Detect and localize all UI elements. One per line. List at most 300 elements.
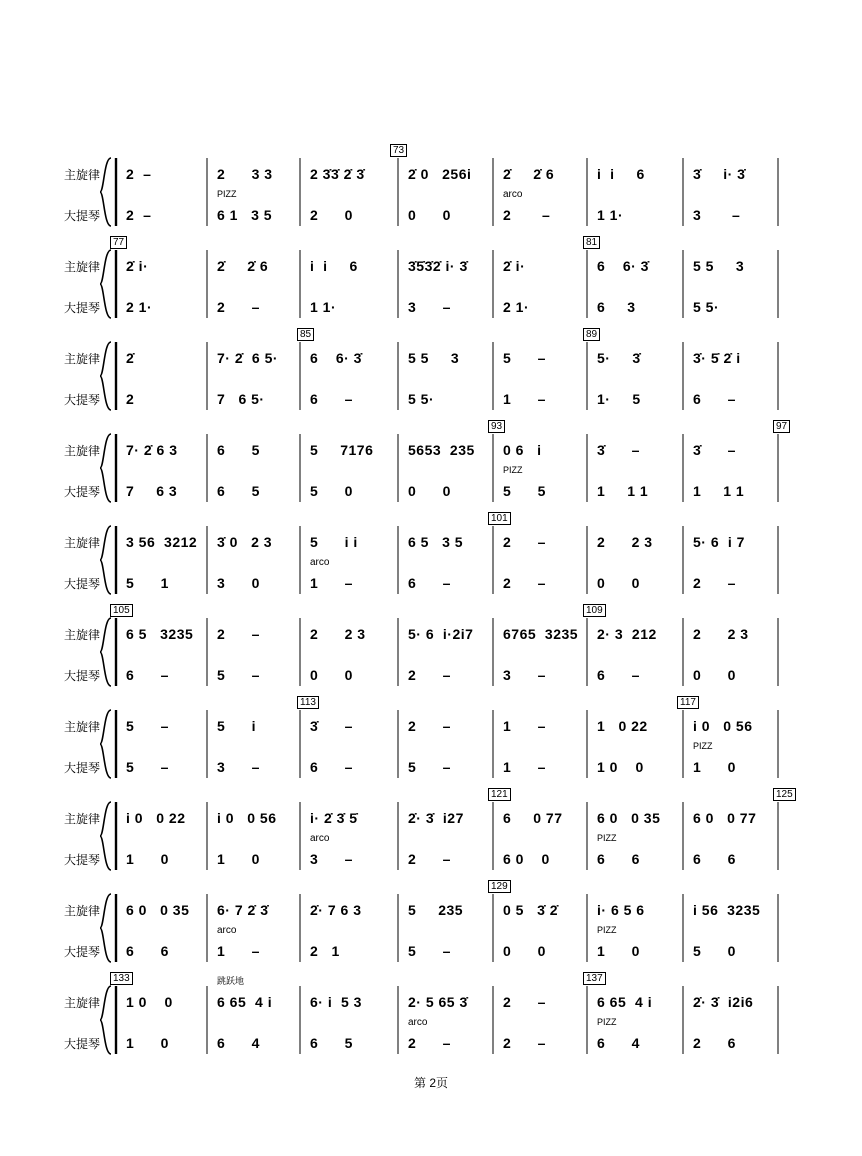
measure-number: 73 bbox=[390, 144, 407, 157]
bass-notes: 1 – bbox=[503, 759, 546, 775]
melody-measure bbox=[126, 714, 203, 734]
bass-notes: 3 – bbox=[693, 207, 741, 223]
part-label-melody: 主旋律 bbox=[64, 720, 101, 734]
melody-measure bbox=[408, 254, 489, 274]
measure-number: 125 bbox=[773, 788, 796, 801]
bass-measure bbox=[408, 663, 489, 683]
melody-measure bbox=[693, 898, 774, 918]
bass-measure bbox=[597, 847, 679, 867]
melody-notes: 2 3 3 bbox=[217, 166, 273, 182]
bass-measure bbox=[126, 203, 203, 223]
measure-number: 137 bbox=[583, 972, 606, 985]
measure-number: 109 bbox=[583, 604, 606, 617]
melody-notes: 2̇· 3̇ i2i6 bbox=[693, 994, 754, 1010]
melody-notes: 5 5 3 bbox=[693, 258, 745, 274]
measure-number: 93 bbox=[488, 420, 505, 433]
melody-notes: 6 5 3235 bbox=[126, 626, 194, 642]
bass-notes: 6 6 bbox=[693, 851, 736, 867]
bass-notes: 6 3 bbox=[597, 299, 636, 315]
bass-notes: 6 1 3 5 bbox=[217, 207, 273, 223]
bass-notes: 6 6 bbox=[597, 851, 640, 867]
bass-measure bbox=[217, 939, 296, 959]
part-label-melody: 主旋律 bbox=[64, 904, 101, 918]
bass-notes: 1 1 1 bbox=[693, 483, 745, 499]
bass-notes: 5 – bbox=[126, 759, 169, 775]
bass-notes: 1 0 bbox=[693, 759, 736, 775]
melody-notes: i i 6 bbox=[597, 166, 645, 182]
melody-notes: i 56 3235 bbox=[693, 902, 761, 918]
bass-measure bbox=[217, 571, 296, 591]
bass-notes: 5 – bbox=[217, 667, 260, 683]
melody-notes: 6 0 0 35 bbox=[126, 902, 190, 918]
melody-measure bbox=[597, 898, 679, 918]
performance-annotation: 跳跃地 bbox=[217, 976, 245, 986]
melody-measure bbox=[693, 438, 774, 458]
system-brace bbox=[100, 618, 111, 686]
bass-measure bbox=[310, 847, 394, 867]
bass-notes: 3 – bbox=[408, 299, 451, 315]
bass-measure bbox=[408, 203, 489, 223]
bass-measure bbox=[693, 571, 774, 591]
bass-measure bbox=[310, 1031, 394, 1051]
melody-notes: 3̇ – bbox=[597, 442, 640, 458]
bass-notes: 2 1· bbox=[503, 299, 530, 315]
melody-notes: 3̇ i· 3̇ bbox=[693, 166, 746, 182]
bass-notes: 6 4 bbox=[597, 1035, 640, 1051]
melody-notes: 5 – bbox=[126, 718, 169, 734]
melody-measure bbox=[503, 990, 583, 1010]
part-label-bass: 大提琴 bbox=[64, 1037, 101, 1051]
measure-number: 81 bbox=[583, 236, 600, 249]
melody-measure bbox=[693, 530, 774, 550]
melody-notes: 2 2 3 bbox=[693, 626, 749, 642]
melody-measure bbox=[126, 254, 203, 274]
melody-measure bbox=[310, 898, 394, 918]
melody-notes: 6 6· 3̇ bbox=[597, 258, 649, 274]
melody-notes: 1 0 22 bbox=[597, 718, 648, 734]
system-brace bbox=[100, 526, 111, 594]
melody-measure bbox=[217, 530, 296, 550]
bass-notes: 5 – bbox=[408, 759, 451, 775]
bass-measure bbox=[408, 295, 489, 315]
bass-notes: 6 – bbox=[126, 667, 169, 683]
bass-measure bbox=[126, 755, 203, 775]
melody-measure bbox=[693, 714, 774, 734]
melody-measure bbox=[310, 530, 394, 550]
melody-measure bbox=[408, 714, 489, 734]
bass-notes: 5 1 bbox=[126, 575, 169, 591]
bass-measure bbox=[126, 387, 203, 407]
bass-measure bbox=[693, 847, 774, 867]
measure-number: 133 bbox=[110, 972, 133, 985]
performance-annotation: PIZZ bbox=[693, 741, 713, 751]
system-brace bbox=[100, 342, 111, 410]
bass-measure bbox=[503, 387, 583, 407]
bass-measure bbox=[217, 295, 296, 315]
melody-notes: 2 – bbox=[126, 166, 152, 182]
melody-measure bbox=[597, 714, 679, 734]
performance-annotation: PIZZ bbox=[597, 1017, 617, 1027]
melody-notes: 2̇ 0 256i bbox=[408, 166, 472, 182]
bass-measure bbox=[126, 939, 203, 959]
bass-notes: 6 5 bbox=[217, 483, 260, 499]
system-brace bbox=[100, 894, 111, 962]
bass-measure bbox=[408, 387, 489, 407]
melody-measure bbox=[503, 622, 583, 642]
melody-notes: 3̇ 0 2 3 bbox=[217, 534, 273, 550]
melody-notes: 2̇· 7 6 3 bbox=[310, 902, 362, 918]
bass-measure bbox=[503, 203, 583, 223]
bass-measure bbox=[503, 295, 583, 315]
melody-notes: 2· 5 65 3̇ bbox=[408, 994, 468, 1010]
bass-notes: 2 – bbox=[217, 299, 260, 315]
bass-measure bbox=[597, 1031, 679, 1051]
bass-measure bbox=[126, 847, 203, 867]
melody-measure bbox=[408, 530, 489, 550]
melody-notes: 2̇ i· bbox=[126, 258, 149, 274]
bass-measure bbox=[217, 479, 296, 499]
melody-notes: 5· 6 i 7 bbox=[693, 534, 745, 550]
melody-notes: 2 2 3 bbox=[597, 534, 653, 550]
bass-notes: 0 0 bbox=[408, 207, 451, 223]
melody-notes: 6765 3235 bbox=[503, 626, 579, 642]
melody-measure bbox=[310, 254, 394, 274]
bass-measure bbox=[503, 847, 583, 867]
bass-notes: 2 – bbox=[503, 575, 546, 591]
bass-notes: 0 0 bbox=[503, 943, 546, 959]
melody-measure bbox=[408, 806, 489, 826]
part-label-bass: 大提琴 bbox=[64, 485, 101, 499]
part-label-bass: 大提琴 bbox=[64, 669, 101, 683]
melody-notes: 2 – bbox=[408, 718, 451, 734]
melody-notes: 3̇ – bbox=[310, 718, 353, 734]
melody-notes: i· 6 5 6 bbox=[597, 902, 645, 918]
performance-annotation: arco bbox=[408, 1017, 428, 1028]
bass-notes: 1 0 bbox=[126, 851, 169, 867]
bass-notes: 2 – bbox=[503, 207, 551, 223]
melody-notes: 5 235 bbox=[408, 902, 464, 918]
bass-measure bbox=[503, 939, 583, 959]
bass-measure bbox=[693, 939, 774, 959]
melody-notes: i 0 0 22 bbox=[126, 810, 186, 826]
melody-measure bbox=[597, 990, 679, 1010]
melody-measure bbox=[126, 346, 203, 366]
melody-notes: 5 i bbox=[217, 718, 257, 734]
melody-notes: 0 6 i bbox=[503, 442, 542, 458]
bass-notes: 2 – bbox=[693, 575, 736, 591]
melody-measure bbox=[310, 346, 394, 366]
melody-measure bbox=[408, 622, 489, 642]
bass-measure bbox=[693, 1031, 774, 1051]
bass-measure bbox=[597, 203, 679, 223]
bass-measure bbox=[126, 663, 203, 683]
bass-notes: 0 0 bbox=[597, 575, 640, 591]
melody-notes: 1 – bbox=[503, 718, 546, 734]
part-label-melody: 主旋律 bbox=[64, 536, 101, 550]
bass-measure bbox=[217, 755, 296, 775]
melody-notes: i i 6 bbox=[310, 258, 358, 274]
measure-number: 129 bbox=[488, 880, 511, 893]
melody-notes: 2 3̇3̇ 2̇ 3̇ bbox=[310, 166, 365, 182]
part-label-melody: 主旋律 bbox=[64, 628, 101, 642]
bass-notes: 1 1· bbox=[597, 207, 624, 223]
part-label-melody: 主旋律 bbox=[64, 812, 101, 826]
measure-number: 117 bbox=[677, 696, 699, 709]
melody-measure bbox=[217, 254, 296, 274]
melody-notes: 2 2 3 bbox=[310, 626, 366, 642]
bass-measure bbox=[693, 387, 774, 407]
bass-measure bbox=[310, 939, 394, 959]
melody-measure bbox=[408, 162, 489, 182]
melody-notes: 6 0 0 35 bbox=[597, 810, 661, 826]
melody-measure bbox=[503, 714, 583, 734]
melody-measure bbox=[597, 254, 679, 274]
bass-measure bbox=[503, 663, 583, 683]
melody-notes: 3̇ – bbox=[693, 442, 736, 458]
melody-notes: 5 7176 bbox=[310, 442, 374, 458]
measure-number: 77 bbox=[110, 236, 127, 249]
melody-notes: 2 – bbox=[503, 994, 546, 1010]
bass-notes: 6 4 bbox=[217, 1035, 260, 1051]
melody-measure bbox=[217, 990, 296, 1010]
bass-measure bbox=[408, 479, 489, 499]
melody-measure bbox=[217, 898, 296, 918]
melody-measure bbox=[693, 162, 774, 182]
melody-notes: 2̇ 2̇ 6 bbox=[503, 166, 555, 182]
melody-measure bbox=[503, 438, 583, 458]
bass-measure bbox=[310, 663, 394, 683]
performance-annotation: PIZZ bbox=[217, 189, 237, 199]
bass-notes: 1 0 bbox=[217, 851, 260, 867]
bass-notes: 2 – bbox=[126, 207, 152, 223]
measure-number: 97 bbox=[773, 420, 790, 433]
part-label-melody: 主旋律 bbox=[64, 444, 101, 458]
melody-measure bbox=[310, 162, 394, 182]
bass-measure bbox=[693, 203, 774, 223]
melody-notes: 3̇5̇3̇2̇ i· 3̇ bbox=[408, 258, 468, 274]
part-label-bass: 大提琴 bbox=[64, 577, 101, 591]
melody-measure bbox=[126, 530, 203, 550]
bass-measure bbox=[217, 847, 296, 867]
part-label-melody: 主旋律 bbox=[64, 260, 101, 274]
measure-number: 105 bbox=[110, 604, 133, 617]
performance-annotation: PIZZ bbox=[503, 465, 523, 475]
bass-measure bbox=[597, 571, 679, 591]
performance-annotation: arco bbox=[310, 833, 330, 844]
bass-measure bbox=[693, 479, 774, 499]
system-brace bbox=[100, 802, 111, 870]
bass-measure bbox=[693, 295, 774, 315]
melody-measure bbox=[408, 898, 489, 918]
melody-measure bbox=[503, 346, 583, 366]
melody-measure bbox=[126, 438, 203, 458]
melody-notes: 5 – bbox=[503, 350, 546, 366]
bass-measure bbox=[693, 755, 774, 775]
bass-measure bbox=[597, 663, 679, 683]
performance-annotation: PIZZ bbox=[597, 833, 617, 843]
measure-number: 85 bbox=[297, 328, 314, 341]
bass-measure bbox=[503, 479, 583, 499]
bass-notes: 6 6 bbox=[126, 943, 169, 959]
melody-notes: 2̇ bbox=[126, 350, 135, 366]
melody-measure bbox=[217, 714, 296, 734]
bass-notes: 1 – bbox=[217, 943, 260, 959]
melody-measure bbox=[310, 714, 394, 734]
bass-notes: 6 – bbox=[310, 759, 353, 775]
bass-measure bbox=[503, 571, 583, 591]
bass-notes: 6 0 0 bbox=[503, 851, 550, 867]
bass-measure bbox=[126, 295, 203, 315]
melody-measure bbox=[693, 254, 774, 274]
melody-measure bbox=[217, 806, 296, 826]
melody-measure bbox=[408, 990, 489, 1010]
melody-measure bbox=[310, 622, 394, 642]
bass-notes: 1 – bbox=[310, 575, 353, 591]
melody-notes: 6· 7 2̇ 3̇ bbox=[217, 902, 269, 918]
melody-measure bbox=[126, 898, 203, 918]
bass-measure bbox=[503, 1031, 583, 1051]
part-label-bass: 大提琴 bbox=[64, 393, 101, 407]
bass-notes: 6 5 bbox=[310, 1035, 353, 1051]
bass-notes: 2 0 bbox=[310, 207, 353, 223]
bass-notes: 2 1 bbox=[310, 943, 340, 959]
melody-measure bbox=[126, 806, 203, 826]
bass-measure bbox=[597, 479, 679, 499]
bass-measure bbox=[126, 479, 203, 499]
measure-number: 89 bbox=[583, 328, 600, 341]
melody-notes: 1 0 0 bbox=[126, 994, 173, 1010]
bass-notes: 0 0 bbox=[693, 667, 736, 683]
bass-measure bbox=[310, 479, 394, 499]
bass-notes: 1 1· bbox=[310, 299, 337, 315]
system-brace bbox=[100, 434, 111, 502]
melody-notes: 5 5 3 bbox=[408, 350, 460, 366]
bass-notes: 2 6 bbox=[693, 1035, 736, 1051]
bass-measure bbox=[217, 1031, 296, 1051]
melody-notes: 2̇ 2̇ 6 bbox=[217, 258, 269, 274]
bass-notes: 6 – bbox=[310, 391, 353, 407]
melody-measure bbox=[693, 806, 774, 826]
melody-notes: 6 6· 3̇ bbox=[310, 350, 362, 366]
melody-notes: 5 i i bbox=[310, 534, 358, 550]
melody-measure bbox=[597, 438, 679, 458]
bass-notes: 2 bbox=[126, 391, 135, 407]
bass-notes: 1 0 bbox=[126, 1035, 169, 1051]
performance-annotation: arco bbox=[217, 925, 237, 936]
melody-notes: 5653 235 bbox=[408, 442, 475, 458]
bass-measure bbox=[408, 571, 489, 591]
melody-measure bbox=[597, 346, 679, 366]
bass-measure bbox=[408, 1031, 489, 1051]
bass-notes: 1 – bbox=[503, 391, 546, 407]
system-brace bbox=[100, 158, 111, 226]
performance-annotation: PIZZ bbox=[597, 925, 617, 935]
melody-notes: 3 56 3212 bbox=[126, 534, 198, 550]
melody-measure bbox=[503, 898, 583, 918]
part-label-melody: 主旋律 bbox=[64, 168, 101, 182]
melody-notes: 3̇· 5̇ 2̇ i bbox=[693, 350, 741, 366]
bass-notes: 5 – bbox=[408, 943, 451, 959]
melody-measure bbox=[310, 806, 394, 826]
bass-notes: 1· 5 bbox=[597, 391, 641, 407]
performance-annotation: arco bbox=[310, 557, 330, 568]
bass-notes: 7 6 3 bbox=[126, 483, 178, 499]
part-label-bass: 大提琴 bbox=[64, 209, 101, 223]
measure-number: 101 bbox=[488, 512, 511, 525]
bass-notes: 5 5· bbox=[408, 391, 435, 407]
bass-measure bbox=[217, 203, 296, 223]
bass-measure bbox=[310, 203, 394, 223]
melody-measure bbox=[408, 438, 489, 458]
melody-measure bbox=[217, 438, 296, 458]
part-label-bass: 大提琴 bbox=[64, 761, 101, 775]
melody-notes: 6 5 bbox=[217, 442, 260, 458]
melody-measure bbox=[310, 990, 394, 1010]
part-label-melody: 主旋律 bbox=[64, 996, 101, 1010]
system-brace bbox=[100, 710, 111, 778]
bass-notes: 5 5· bbox=[693, 299, 720, 315]
bass-notes: 2 – bbox=[503, 1035, 546, 1051]
bass-notes: 3 – bbox=[503, 667, 546, 683]
bass-notes: 5 0 bbox=[693, 943, 736, 959]
melody-notes: i 0 0 56 bbox=[217, 810, 277, 826]
melody-notes: 2̇ i· bbox=[503, 258, 526, 274]
bass-notes: 1 0 0 bbox=[597, 759, 644, 775]
melody-measure bbox=[597, 162, 679, 182]
bass-notes: 3 – bbox=[310, 851, 353, 867]
bass-notes: 1 0 bbox=[597, 943, 640, 959]
melody-measure bbox=[310, 438, 394, 458]
bass-notes: 0 0 bbox=[310, 667, 353, 683]
melody-notes: 6· i 5 3 bbox=[310, 994, 362, 1010]
melody-measure bbox=[597, 622, 679, 642]
bass-notes: 6 – bbox=[693, 391, 736, 407]
melody-measure bbox=[503, 530, 583, 550]
bass-notes: 6 – bbox=[408, 575, 451, 591]
bass-notes: 7 6 5· bbox=[217, 391, 265, 407]
bass-notes: 6 – bbox=[597, 667, 640, 683]
part-label-melody: 主旋律 bbox=[64, 352, 101, 366]
melody-notes: 6 65 4 i bbox=[597, 994, 653, 1010]
system-brace bbox=[100, 986, 111, 1054]
melody-measure bbox=[693, 990, 774, 1010]
melody-notes: 2· 3 212 bbox=[597, 626, 657, 642]
bass-measure bbox=[597, 295, 679, 315]
bass-measure bbox=[217, 387, 296, 407]
bass-measure bbox=[310, 295, 394, 315]
part-label-bass: 大提琴 bbox=[64, 945, 101, 959]
bass-measure bbox=[126, 571, 203, 591]
bass-measure bbox=[310, 571, 394, 591]
bass-measure bbox=[597, 387, 679, 407]
bass-notes: 3 0 bbox=[217, 575, 260, 591]
melody-notes: 2̇· 3̇ i27 bbox=[408, 810, 464, 826]
bass-notes: 0 0 bbox=[408, 483, 451, 499]
bass-notes: 5 0 bbox=[310, 483, 353, 499]
melody-measure bbox=[217, 346, 296, 366]
bass-notes: 2 – bbox=[408, 667, 451, 683]
bass-notes: 3 – bbox=[217, 759, 260, 775]
melody-notes: 5· 3̇ bbox=[597, 350, 641, 366]
melody-measure bbox=[217, 162, 296, 182]
bass-measure bbox=[310, 755, 394, 775]
performance-annotation: arco bbox=[503, 189, 523, 200]
bass-measure bbox=[310, 387, 394, 407]
melody-measure bbox=[503, 162, 583, 182]
bass-notes: 2 1· bbox=[126, 299, 153, 315]
melody-measure bbox=[408, 346, 489, 366]
melody-measure bbox=[693, 346, 774, 366]
